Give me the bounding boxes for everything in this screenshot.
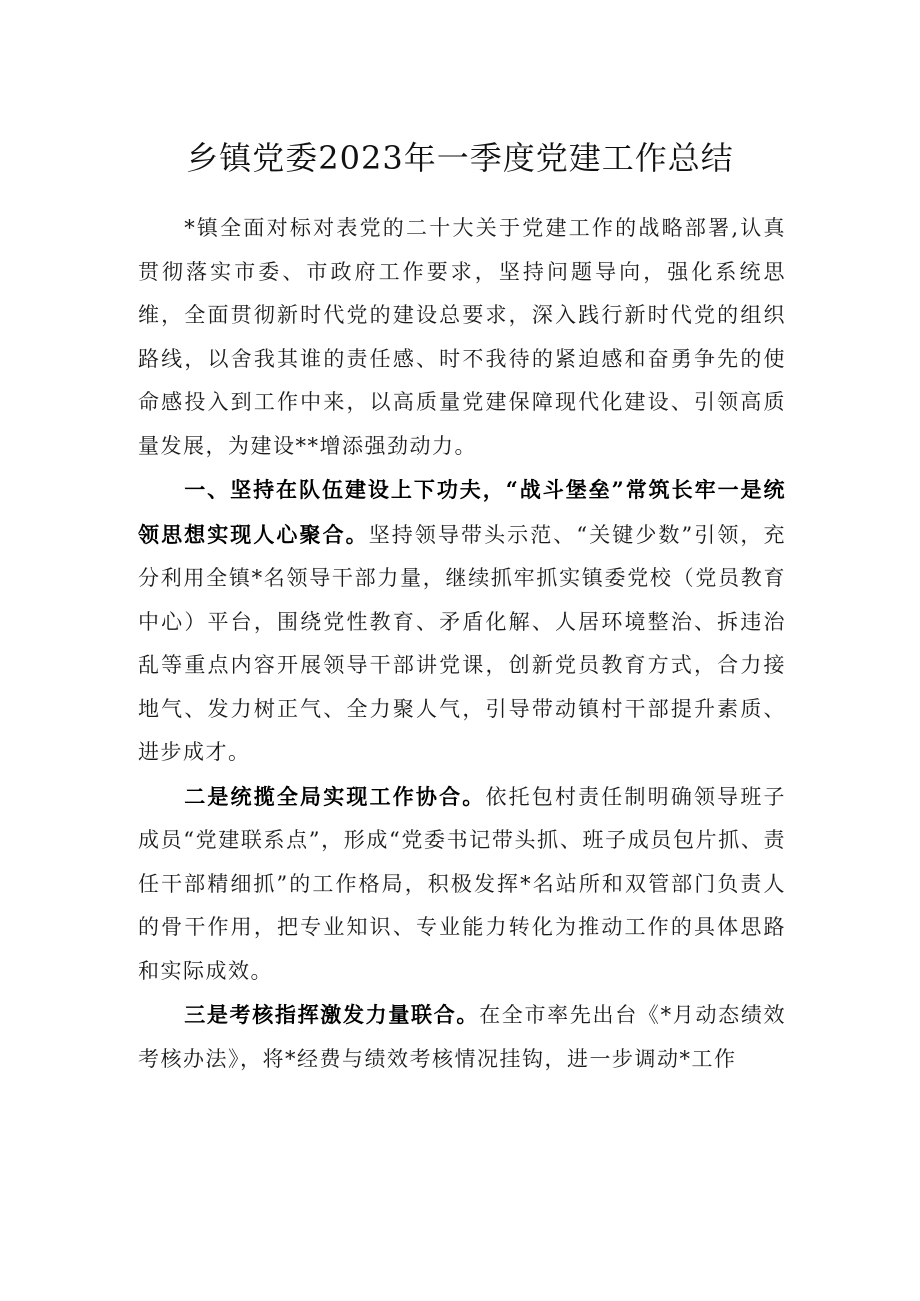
paragraph-section-1 bbox=[138, 468, 786, 775]
paragraph-intro bbox=[138, 207, 786, 468]
section-2-heading: 二是统揽全局实现工作协合。 bbox=[184, 783, 486, 809]
section-3-text: 在全市率先出台《*月动态绩效考核办法》，将*经费与绩效考核情况挂钩，进一步调动*工作 bbox=[138, 1003, 786, 1071]
section-1-heading: 一、坚持在队伍建设上下功夫，“战斗堡垒”常筑长牢一是统领思想实现人心聚合。 bbox=[138, 477, 786, 547]
paragraph-section-2 bbox=[138, 775, 786, 994]
section-2-text: 依托包村责任制明确领导班子成员“党建联系点”，形成“党委书记带头抓、班子成员包片抓、责任干部精细抓”的工作格局，积极发挥*名站所和双管部门负责人的骨干作用，把专业知识、专业能力转化为推动工作的具体思路和实际成效。 bbox=[138, 784, 787, 983]
document-title: 乡镇党委2023年一季度党建工作总结 bbox=[186, 139, 734, 177]
section-3-heading: 三是考核指挥激发力量联合。 bbox=[184, 1002, 480, 1027]
section-1-text: 坚持领导带头示范、“关键少数”引领，充分利用全镇*名领导干部力量，继续抓牢抓实镇委党校（党员教育中心）平台，围绕党性教育、矛盾化解、人居环境整治、拆违治乱等重点内容开展领导干部讲党课，创新党员教育方式，合力接地气、发力树正气、全力聚人气，引导带动镇村干部提升素质、进步成才。 bbox=[138, 522, 787, 764]
paragraph-section-3 bbox=[138, 993, 786, 1081]
document-body bbox=[138, 207, 786, 1081]
paragraph-intro-text: *镇全面对标对表党的二十大关于党建工作的战略部署,认真贯彻落实市委、市政府工作要求，坚持问题导向，强化系统思维，全面贯彻新时代党的建设总要求，深入践行新时代党的组织路线，以舍我其谁的责任感、时不我待的紧迫感和奋勇争先的使命感投入到工作中来，以高质量党建保障现代化建设、引领高质量发展，为建设**增添强劲动力。 bbox=[138, 216, 786, 458]
